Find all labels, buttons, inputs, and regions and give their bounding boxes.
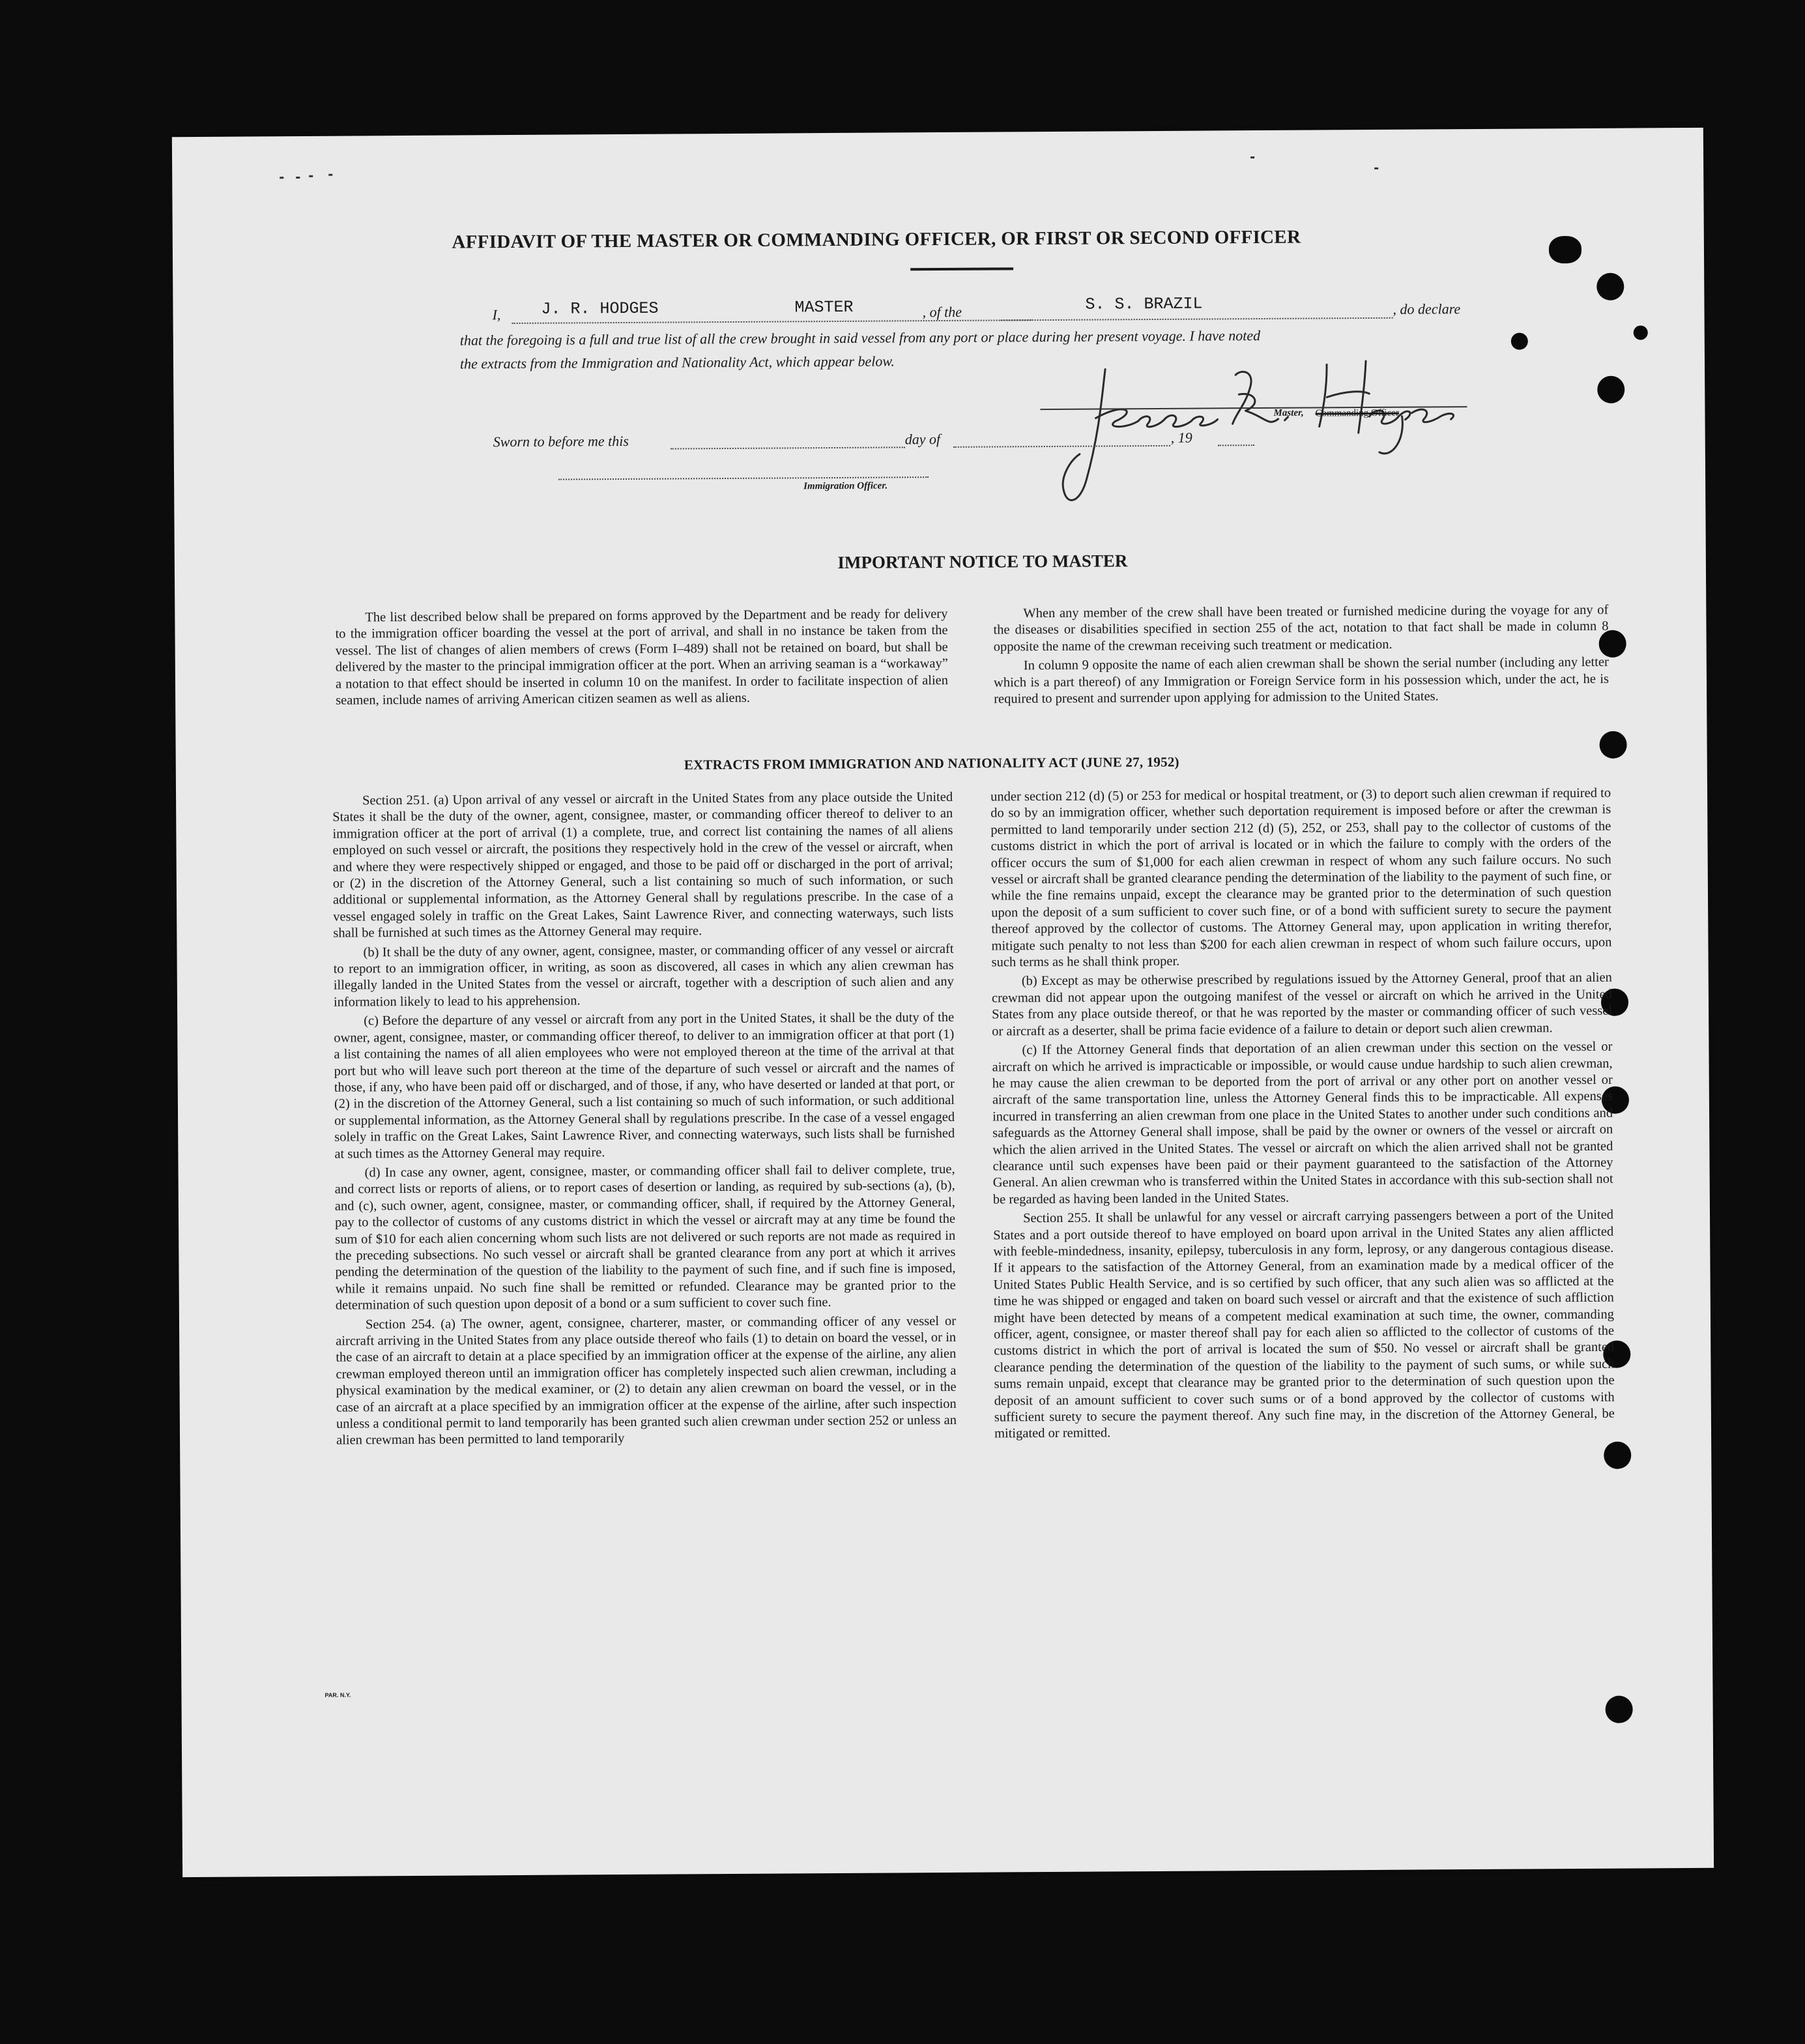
day-of-label: day of <box>904 431 941 448</box>
section-254a: Section 254. (a) The owner, agent, consignee, charterer, master, or commanding officer of any vessel or aircraft arriving in the United States from any place outside thereof who fails (1) to detain on board the vessel, or in the case of an aircraft to detain at a place specified by an immigration officer at the expense of the airline, any alien crewman employed thereon until an immigration officer has completely inspected such alien crewman, including a physical examination by the medical examiner, or (2) to detain any alien crewman on board the vessel, or in the case of an aircraft at a place specified by an immigration officer at the expense of the airline, after such inspection unless a conditional permit to land temporarily has been granted such alien crewman under section 252 or unless an alien crewman has been permitted to land temporarily <box>336 1313 957 1448</box>
section-251c: (c) Before the departure of any vessel or aircraft from any port in the United States, it shall be the duty of the owner, agent, consignee, master, or commanding officer thereof, to deliver to an immigration officer at that port (1) a list containing the names of all alien employees who were not employed thereon at the time of the arrival at that port but who will leave such port thereon at the time of the departure of such vessel or aircraft and the names of those, if any, who have been paid off or discharged, and of those, if any, who have deserted or landed at that port, or (2) in the discretion of the Attorney General, such a list containing so much of such information, or such additional or supplemental information, as the Attorney General shall by regulations prescribe. In the case of a vessel engaged solely in traffic on the Great Lakes, Saint Lawrence River, and connecting waterways, such lists shall be furnished at such times as the Attorney General may require. <box>334 1010 955 1161</box>
vessel-name: S. S. BRAZIL <box>1085 294 1203 314</box>
affidavit-title: AFFIDAVIT OF THE MASTER OR COMMANDING OFFICER, OR FIRST OR SECOND OFFICER <box>452 226 1301 253</box>
section-254b: (b) Except as may be otherwise prescribed by regulations issued by the Attorney General, proof that an alien crewman did not appear upon the outgoing manifest of the vessel or aircraft on which he arrived in the United States from any place outside thereof, or that he was reported by the master or commanding officer of such vessel or aircraft as a deserter, shall be prima facie evidence of a failure to detain or deport such alien crewman. <box>991 971 1613 1039</box>
notice-title: IMPORTANT NOTICE TO MASTER <box>837 551 1128 572</box>
of-the-label: , of the <box>922 303 962 321</box>
sworn-label: Sworn to before me this <box>493 432 629 450</box>
notice-right-column <box>993 602 1609 708</box>
master-rank: MASTER <box>794 297 854 317</box>
binder-hole <box>1596 273 1624 300</box>
section-251d: (d) In case any owner, agent, consignee, master, or commanding officer shall fail to deliver complete, true, and correct lists or reports of aliens, or to report cases of desertion or landing, as required by sub-sections (a), (b), and (c), such owner, agent, consignee, master, or commanding officer, shall, if required by the Attorney General, pay to the collector of customs of any customs district in which the vessel or aircraft may at any time be found the sum of $10 for each alien concerning whom such lists are not delivered or such reports are not made as required in the preceding subsections. No such vessel or aircraft shall be granted clearance from any port at which it arrives pending the determination of the question of the liability to the payment of such fine, and if such fine is imposed, while it remains unpaid. No such fine shall be remitted or refunded. Clearance may be granted prior to the determination of such question upon deposit of a bond or a sum sufficient to cover such fine. <box>334 1161 956 1313</box>
binder-hole <box>1599 731 1626 759</box>
ink-blot <box>1549 236 1581 263</box>
notice-right-text-2: In column 9 opposite the name of each alien crewman shall be shown the serial number (including any letter which is a part thereof) of any Immigration or Foreign Service form in his possession which, under the act, he is required to present and surrender upon applying for admission to the United States. <box>993 654 1610 707</box>
ink-dot <box>1634 325 1648 340</box>
immigration-officer-label: Immigration Officer. <box>803 480 888 492</box>
affidavit-line-3: the extracts from the Immigration and Nationality Act, which appear below. <box>459 353 895 372</box>
notice-right-text-1: When any member of the crew shall have been treated or furnished medicine during the voyage for any of the diseases or disabilities specified in section 255 of the act, notation to that fact shall be made in column 8 opposite the name of the crewman receiving such treatment or medication. <box>993 602 1609 654</box>
declare-label: , do declare <box>1393 300 1461 317</box>
handwritten-signature <box>1040 354 1464 513</box>
document-page <box>172 128 1714 1877</box>
master-label: Master, <box>1273 407 1304 418</box>
notice-left-column <box>335 606 948 709</box>
title-rule <box>910 267 1013 270</box>
section-255: Section 255. It shall be unlawful for any vessel or aircraft carrying passengers between a port of the United States and a port outside thereof to have employed on board upon arrival in the United States any alien afflicted with feeble-mindedness, insanity, epilepsy, tuberculosis in any form, leprosy, or any dangerous contagious disease. If it appears to the satisfaction of the Attorney General, from an examination made by a medical officer of the United States Public Health Service, and is so certified by such officer, that any such alien was so afflicted at the time he was shipped or engaged and taken on board such vessel or aircraft and that the existence of such affliction might have been detected by means of a competent medical examination at such time, the owner, commanding officer, agent, consignee, or master thereof shall pay for each alien so afflicted to the collector of customs of the customs district in which the port of arrival is located the sum of $50. No vessel or aircraft shall be granted clearance pending the determination of the question of the liability to the payment of such sums, or while such sums remain unpaid, except that clearance may be granted prior to the determination of such question upon the deposit of an amount sufficient to cover such sums or of a bond approved by the collector of customs with sufficient surety to secure the payment thereof. Any such fine may, in the discretion of the Attorney General, be mitigated or remitted. <box>993 1207 1615 1441</box>
notice-left-text: The list described below shall be prepared on forms approved by the Department and be ready for delivery to the immigration officer boarding the vessel at the port of arrival, and shall in no instance be taken from the vessel. The list of changes of alien members of crews (Form I–489) shall not be retained on board, but shall be delivered by the master to the principal immigration officer at the port. When an arriving seaman is a “workaway” a notation to that effect should be inserted in column 10 on the manifest. In order to facilitate inspection of alien seamen, include names of arriving American citizen seamen as well as aliens. <box>335 606 949 708</box>
printer-mark: PAR. N.Y. <box>325 1691 351 1699</box>
year-label: , 19 <box>1170 429 1192 446</box>
ink-dot <box>1511 332 1528 349</box>
master-name: J. R. HODGES <box>541 299 659 319</box>
section-251a: Section 251. (a) Upon arrival of any vessel or aircraft in the United States from any place outside the United States it shall be the duty of the owner, agent, consignee, master, or commanding officer thereof to deliver to an immigration officer at the port of arrival (1) a complete, true, and correct list containing the names of all aliens employed on such vessel or aircraft, the positions they respectively hold in the crew of the vessel or aircraft, when and where they were respectively shipped or engaged, and those to be paid off or discharged in the port of arrival; or (2) in the discretion of the Attorney General, such a list containing so much of such information, or such additional or supplemental information, as the Attorney General shall by regulations prescribe. In the case of a vessel engaged solely in traffic on the Great Lakes, Saint Lawrence River, and connecting waterways, such lists shall be furnished at such times as the Attorney General may require. <box>332 789 954 941</box>
binder-hole <box>1597 376 1624 403</box>
section-254c: (c) If the Attorney General finds that deportation of an alien crewman under this section on the vessel or aircraft on which he arrived is impracticable or impossible, or would cause undue hardship to such alien crewman, he may cause the alien crewman to be deported from the port of arrival or any other port on another vessel or aircraft of the same transportation line, unless the Attorney General finds this to be impracticable. All expenses incurred in transferring an alien crewman from one place in the United States to another under such conditions and safeguards as the Attorney General shall impose, shall be paid by the owner or owners of the vessel or aircraft on which the alien arrived in the United States. The vessel or aircraft on which the alien arrived shall not be granted clearance until such expenses have been paid or their payment guaranteed to the satisfaction of the Attorney General. An alien crewman who is transferred within the United States in accordance with this sub-section shall not be regarded as having been landed in the United States. <box>992 1039 1613 1207</box>
affidavit-line-2: that the foregoing is a full and true list of all the crew brought in said vessel from any port or place during her present voyage. I have noted <box>459 327 1261 349</box>
binder-hole <box>1606 1696 1633 1723</box>
section-254a-continued: under section 212 (d) (5) or 253 for medical or hospital treatment, or (3) to deport such alien crewman if required to do so by an immigration officer, whether such deportation requirement is imposed before or after the crewman is permitted to land temporarily under section 212 (d) (5), 252, or 253, shall pay to the collector of customs of the customs district in which the port of arrival is located or in which the failure to comply with the orders of the officer occurs the sum of $1,000 for each alien crewman in respect of whom any such failure occurs. No such vessel or aircraft shall be granted clearance pending the determination of the liability to the payment of such fine, or while the fine remains unpaid, except the clearance may be granted prior to the determination of such question upon the deposit of a sum sufficient to cover such fine, or of a bond with sufficient surety to secure the payment thereof approved by the collector of customs. The Attorney General may, upon application in writing therefor, mitigate such penalty to not less than $200 for each alien crewman in respect of whom such failure occurs, upon such terms as he shall think proper. <box>990 785 1612 970</box>
binder-hole <box>1604 1442 1631 1469</box>
master-struck-label: Commanding Officer <box>1315 407 1399 419</box>
affidavit-prefix: I, <box>492 306 501 323</box>
extracts-title: EXTRACTS FROM IMMIGRATION AND NATIONALITY ACT (JUNE 27, 1952) <box>684 753 1179 773</box>
extracts-left-column <box>332 789 957 1450</box>
section-251b: (b) It shall be the duty of any owner, agent, consignee, master, or commanding officer of any vessel or aircraft to report to an immigration officer, in writing, as soon as discovered, all cases in which any alien crewman has illegally landed in the United States from the vessel or aircraft, together with a description of such alien and any information likely to lead to his apprehension. <box>333 941 954 1010</box>
extracts-right-column <box>990 785 1615 1443</box>
